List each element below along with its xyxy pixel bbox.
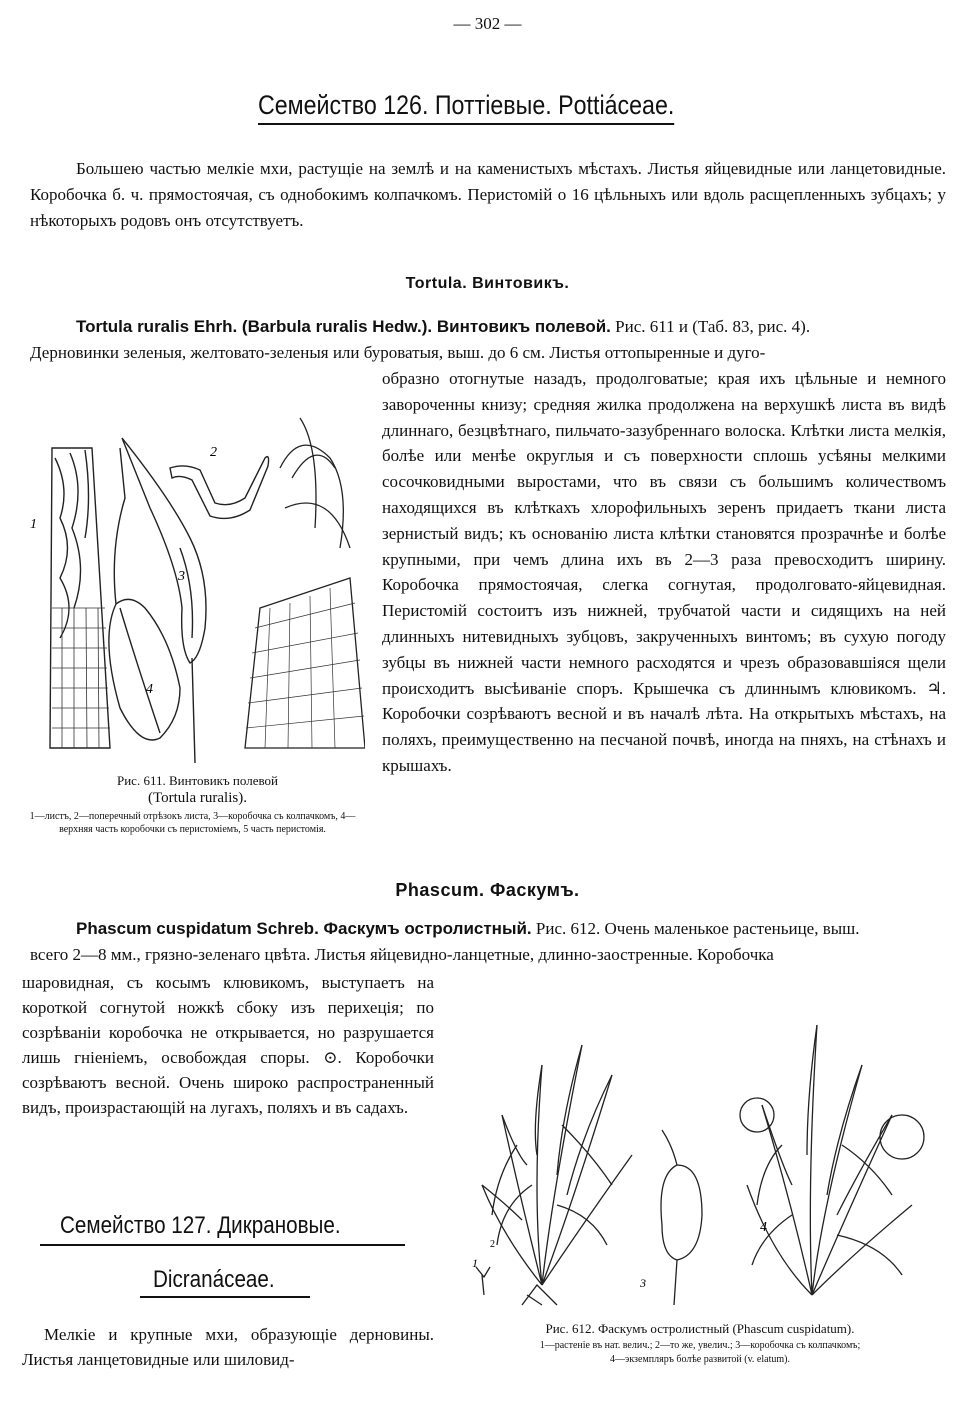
page-number: — 302 — bbox=[453, 14, 522, 33]
fig611-label-3: 3 bbox=[178, 569, 185, 584]
family-127-latin: Dicranáceae. bbox=[153, 1266, 275, 1293]
figure-612-caption-title: Рис. 612. Фаскумъ остролистный (Phascum cuspidatum). bbox=[545, 1321, 855, 1336]
family-127-latin-rule bbox=[140, 1296, 310, 1298]
figure-611-caption-legend: 1—листъ, 2—поперечный отрѣзокъ листа, 3—коробочка съ колпачкомъ, 4—верхняя часть коробочки съ перистоміемъ, 5 часть перистомія. bbox=[29, 811, 356, 835]
tortula-species-name: Tortula ruralis Ehrh. (Barbula ruralis Hedw.). Винтовикъ полевой. bbox=[76, 317, 611, 336]
family-126-intro: Большею частью мелкіе мхи, растущіе на землѣ и на каменистыхъ мѣстахъ. Листья яйцевидные или ланцетовидные. Коробочка б. ч. прямостоячая, съ однобокимъ колпачкомъ. Перистомій о 16 цѣльныхъ или вдоль расщепленныхъ зубцахъ; у нѣкоторыхъ родовъ онъ отсутствуетъ. bbox=[30, 159, 946, 230]
fig612-label-2: 2 bbox=[490, 1239, 495, 1250]
fig611-label-1: 4 bbox=[146, 682, 153, 697]
tortula-species-refs: Рис. 611 и (Таб. 83, рис. 4). bbox=[610, 317, 811, 336]
phascum-line-2: всего 2—8 мм., грязно-зеленаго цвѣта. Листья яйцевидно-ланцетные, длинно-заостренные. Коробочка bbox=[30, 945, 774, 964]
phascum-species-line bbox=[30, 916, 946, 942]
fig612-label-1: 1 bbox=[472, 1256, 478, 1270]
figure-611-illustration bbox=[30, 408, 365, 768]
figure-611-caption-latin: (Tortula ruralis). bbox=[148, 790, 247, 806]
tortula-species-line bbox=[30, 314, 946, 340]
fig612-label-4: 4 bbox=[760, 1220, 767, 1235]
fig611-label-4: 1 bbox=[30, 517, 37, 532]
fig611-label-2: 2 bbox=[210, 445, 217, 460]
family-127-intro: Мелкіе и крупные мхи, образующіе дерновины. Листья ланцетовидные или шиловид- bbox=[22, 1325, 434, 1369]
tortula-line-full: Дерновинки зеленыя, желтовато-зеленыя или буроватыя, выш. до 6 см. Листья оттопыренные и дуго- bbox=[30, 343, 766, 362]
tortula-description: образно отогнутые назадъ, продолговатые; края ихъ цѣльные и немного завороченны книзу; средняя жилка продолжена на верхушкѣ листа въ видѣ длиннаго, безцвѣтнаго, пильчато-зазубреннаго волоска. Клѣтки листа мелкія, болѣе или менѣе округлыя и съ поверхности сплошь усѣяны мелкими сосочковидными выростами, что въ связи съ большимъ количествомъ находящихся въ клѣткахъ хлорофильныхъ зеренъ придаетъ ткани листа зернистый видъ; къ основанію листа клѣтки становятся прозрачнѣе и болѣе крупными, при чемъ длина ихъ въ 2—3 раза превосходитъ ширину. Коробочка прямостоячая, слегка согнутая, продолговато-яйцевидная. Перистомій состоитъ изъ нижней, трубчатой части и сидящихъ на ней длинныхъ нитевидныхъ зубцовъ, закрученныхъ винтомъ; въ сухую погоду зубцы въ нижней части немного расходятся и чрезъ образовавшіяся щели происходитъ высѣиваніе споръ. Крышечка съ длиннымъ клювикомъ. ♃. Коробочки созрѣваютъ весной и въ началѣ лѣта. На открытыхъ мѣстахъ, на поляхъ, преимущественно на песчаной почвѣ, иногда на пняхъ, на стѣнахъ и крышахъ. bbox=[382, 369, 946, 775]
phascum-species-name: Phascum cuspidatum Schreb. Фаскумъ остролистный. bbox=[76, 919, 532, 938]
family-126-title: Семейство 126. Поттіевые. Pottiáceae. bbox=[258, 90, 674, 125]
figure-611-caption-title: Рис. 611. Винтовикъ полевой bbox=[116, 773, 278, 788]
fig612-label-3: 3 bbox=[640, 1276, 646, 1290]
phascum-description: шаровидная, съ косымъ клювикомъ, выступаетъ на короткой согнутой ножкѣ сбоку изъ перихеція; по созрѣваніи коробочка не открывается, но разрушается лишь гніеніемъ, освобождая споры. ⊙. Коробочки созрѣваютъ весной. Очень широко распространенный видъ, произрастающій на лугахъ, поляхъ и въ садахъ. bbox=[22, 973, 434, 1117]
figure-612-caption-legend-1: 1—растеніе въ нат. велич.; 2—то же, увелич.; 3—коробочка съ колпачкомъ; bbox=[539, 1340, 861, 1351]
phascum-genus-heading: Phascum. Фаскумъ. bbox=[395, 880, 580, 900]
family-127-title-rule bbox=[40, 1244, 405, 1246]
phascum-species-refs: Рис. 612. Очень маленькое растеньице, выш. bbox=[531, 919, 860, 938]
figure-612-caption-legend-2: 4—экземпляръ болѣе развитой (v. elatum). bbox=[610, 1354, 790, 1365]
tortula-genus-heading: Tortula. Винтовикъ. bbox=[405, 275, 570, 292]
figure-612-illustration bbox=[462, 1005, 952, 1315]
family-127-title: Семейство 127. Дикрановые. bbox=[60, 1212, 341, 1239]
